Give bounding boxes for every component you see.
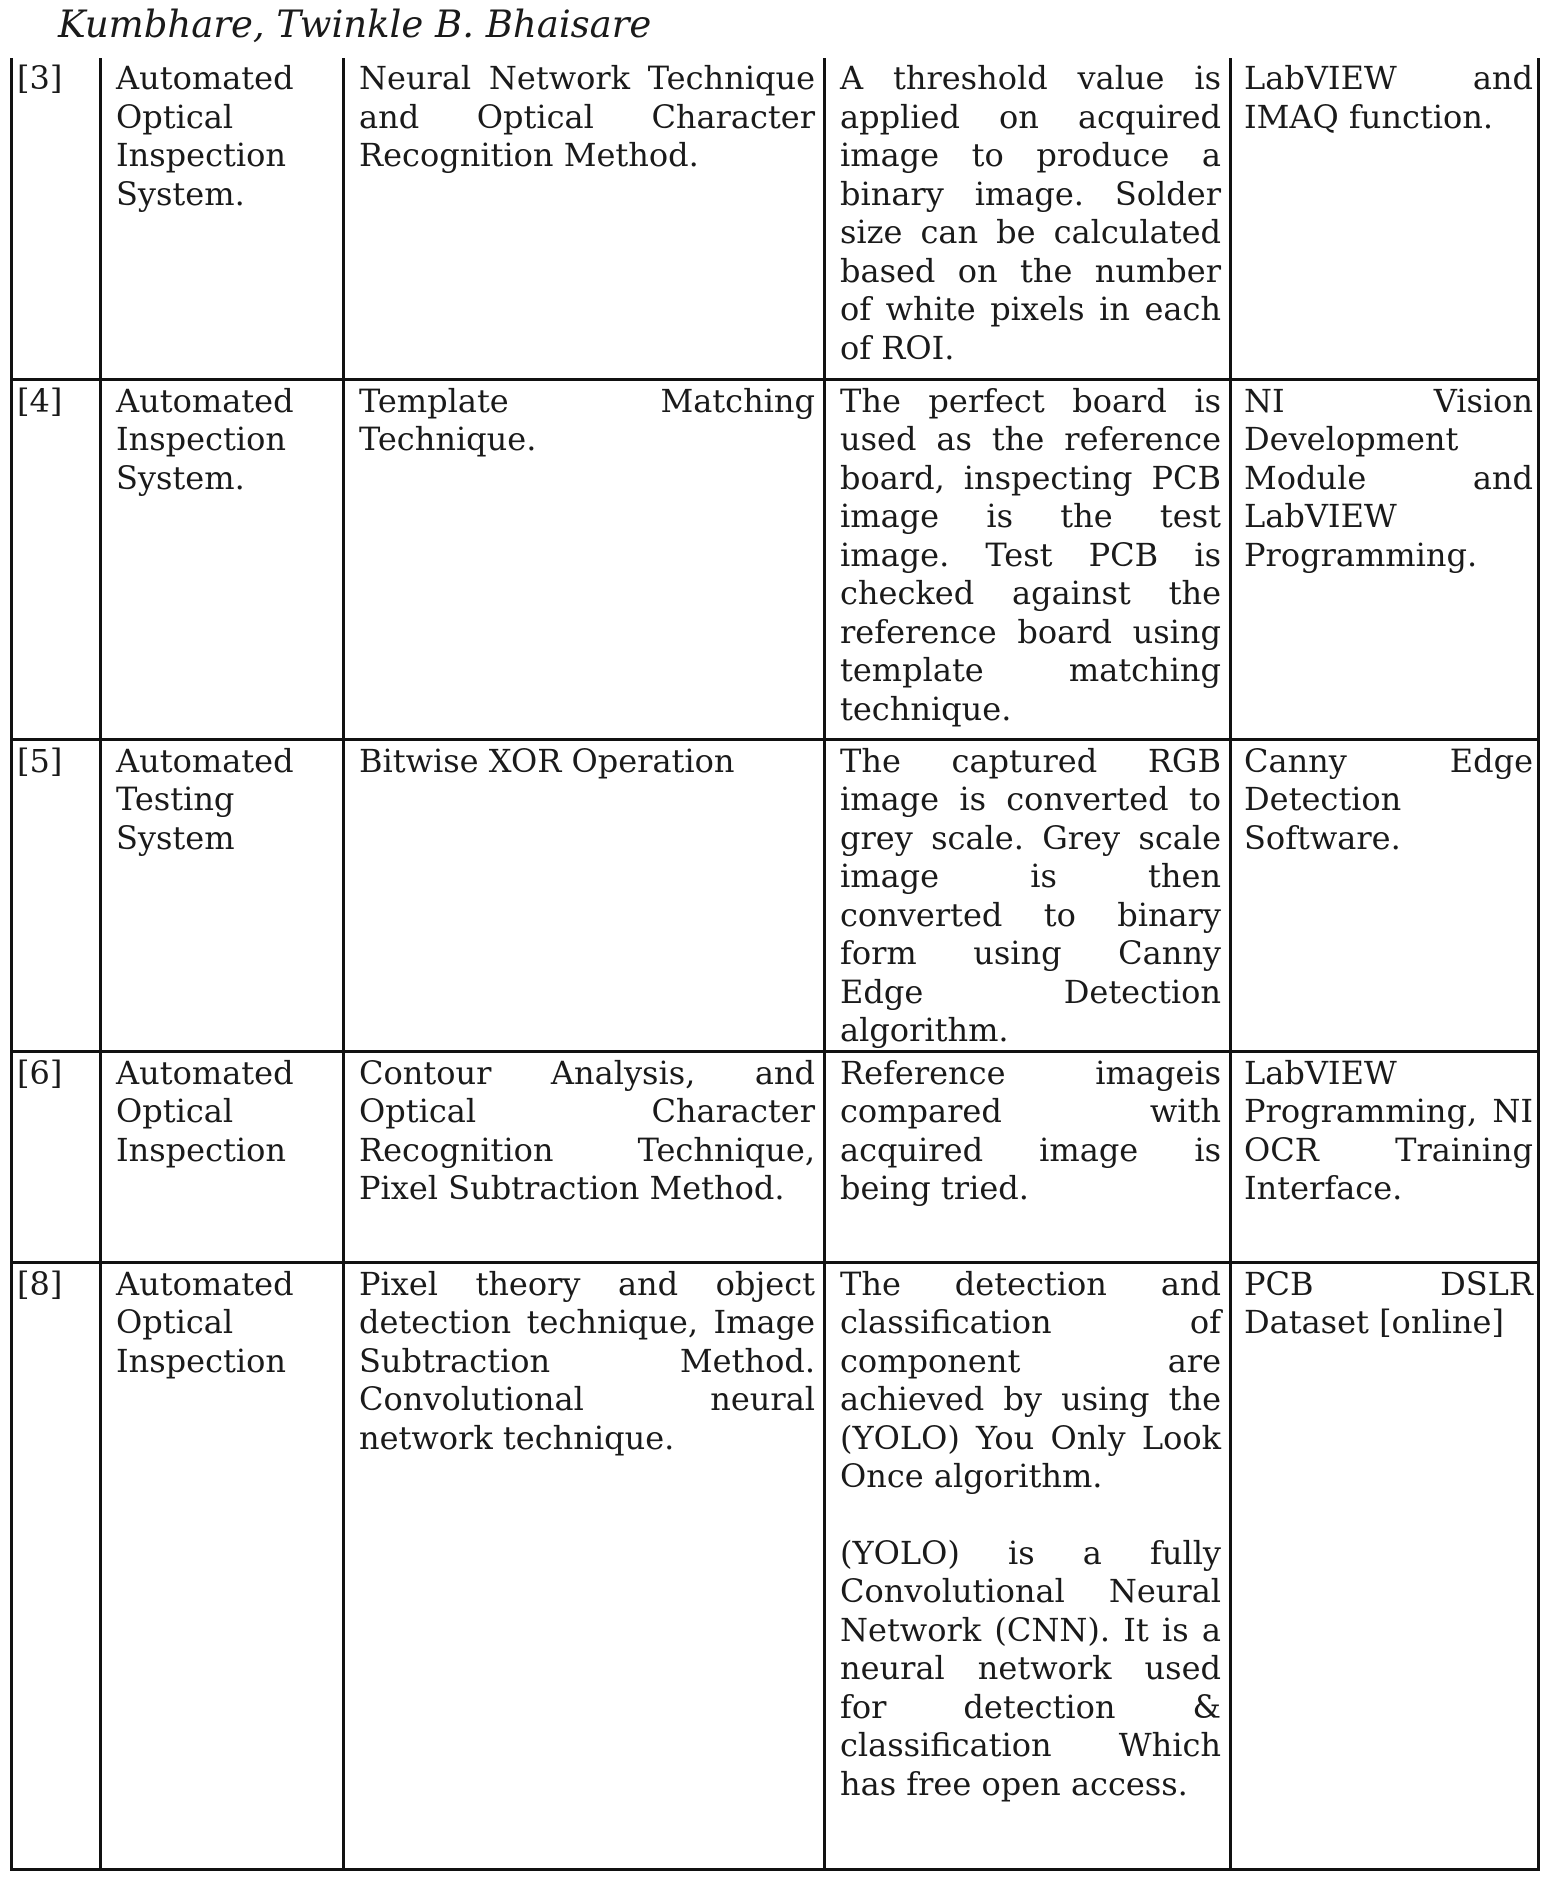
table-row [12,379,1539,739]
table-row [12,739,1539,1051]
tools-cell: PCB DSLR Dataset [online] [1231,1262,1539,1869]
technique-cell: Contour Analysis, and Optical Character Recognition Technique, Pixel Subtraction Method. [344,1051,825,1262]
system-cell: Automated Optical Inspection System. [101,58,344,379]
table-row [12,58,1539,379]
description-cell [825,58,1231,379]
tools-cell: LabVIEW Programming, NI OCR Training Interface. [1231,1051,1539,1262]
reference-cell: [5] [12,739,101,1051]
system-cell: Automated Testing System [101,739,344,1051]
technique-cell: Pixel theory and object detection technique, Image Subtraction Method. Convolutional neural network technique. [344,1262,825,1869]
technique-cell: Neural Network Technique and Optical Character Recognition Method. [344,58,825,379]
reference-cell: [4] [12,379,101,739]
description-paragraph: The detection and classification of component are achieved by using the (YOLO) You Only Look Once algorithm. [840,1264,1221,1495]
running-header-authors: Kumbhare, Twinkle B. Bhaisare [58,3,652,46]
description-cell [825,739,1231,1051]
description-paragraph: The perfect board is used as the reference board, inspecting PCB image is the test image. Test PCB is checked against the reference board using template matching technique. [840,381,1221,728]
description-paragraph: A threshold value is applied on acquired image to produce a binary image. Solder size can be calculated based on the number of white pixels in each of ROI. [840,59,1221,367]
tools-cell: LabVIEW and IMAQ function. [1231,58,1539,379]
reference-cell: [8] [12,1262,101,1869]
technique-cell: Template Matching Technique. [344,379,825,739]
table-row [12,1262,1539,1869]
tools-cell: NI Vision Development Module and LabVIEW Programming. [1231,379,1539,739]
description-cell [825,379,1231,739]
tools-cell: Canny Edge Detection Software. [1231,739,1539,1051]
reference-cell: [3] [12,58,101,379]
description-cell [825,1051,1231,1262]
description-paragraph: (YOLO) is a fully Convolutional Neural Network (CNN). It is a neural network used for detection & classification Which has free open access. [840,1533,1221,1803]
system-cell: Automated Optical Inspection [101,1262,344,1869]
literature-review-table [10,58,1540,1871]
system-cell: Automated Inspection System. [101,379,344,739]
description-paragraph: Reference imageis compared with acquired image is being tried. [840,1053,1221,1207]
system-cell: Automated Optical Inspection [101,1051,344,1262]
technique-cell: Bitwise XOR Operation [344,739,825,1051]
reference-cell: [6] [12,1051,101,1262]
table-row [12,1051,1539,1262]
description-paragraph: The captured RGB image is converted to grey scale. Grey scale image is then converted to binary form using Canny Edge Detection algorithm. [840,741,1221,1049]
description-cell [825,1262,1231,1869]
